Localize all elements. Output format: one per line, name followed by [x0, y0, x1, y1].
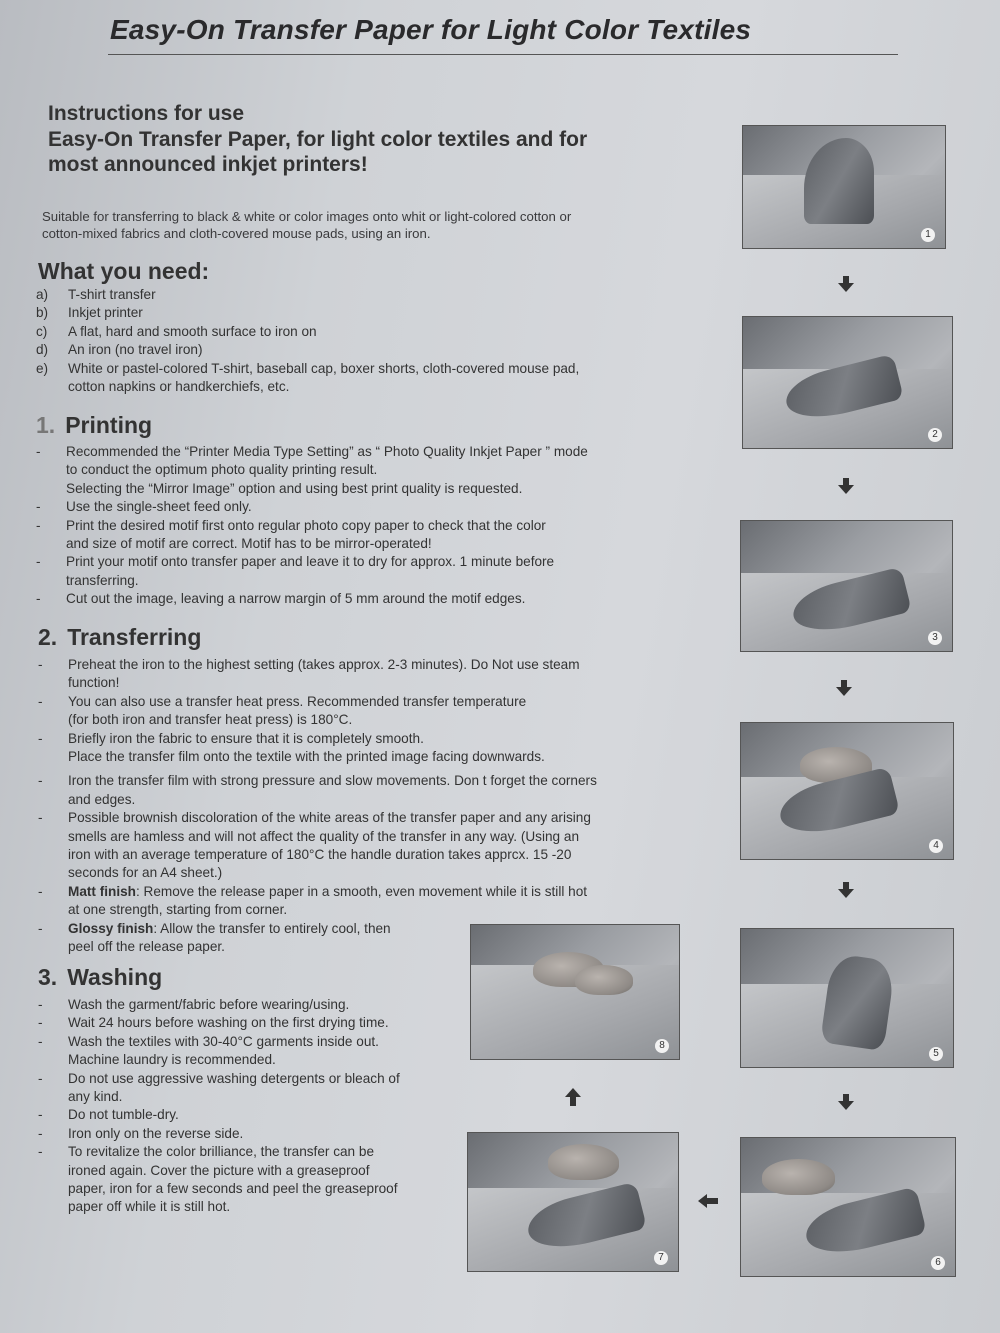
- section-title: Printing: [65, 412, 153, 438]
- list-marker: -: [38, 1070, 43, 1086]
- list-item-text: at one strength, starting from corner.: [68, 902, 288, 918]
- list-marker: -: [36, 444, 41, 459]
- list-marker: e): [36, 360, 49, 376]
- list-item-text: Wash the garment/fabric before wearing/using.: [68, 997, 350, 1012]
- list-marker: b): [36, 305, 49, 321]
- iron-shape: [804, 138, 875, 223]
- matt-finish-label: Matt finish: [68, 883, 136, 899]
- section-heading-printing: [36, 412, 152, 439]
- intro-heading-line: most announced inkjet printers!: [48, 153, 368, 176]
- intro-heading-line: Instructions for use: [48, 102, 245, 125]
- list-item-text: function!: [68, 675, 120, 691]
- step-number-badge: 6: [931, 1256, 945, 1270]
- list-marker: -: [38, 1015, 43, 1031]
- list-item: [38, 772, 718, 809]
- list-item-text: You can also use a transfer heat press. Recommended transfer temperature: [68, 693, 527, 709]
- section-heading-need: What you need:: [38, 258, 210, 284]
- list-item: [38, 883, 718, 920]
- list-item: [36, 341, 716, 359]
- list-marker: -: [38, 997, 43, 1012]
- step-photo-5: [740, 928, 954, 1068]
- step-number-badge: 4: [929, 839, 943, 853]
- list-item-text: smells are hamless and will not affect the quality of the transfer in any way. (Using an: [68, 828, 580, 844]
- list-item-text: (for both iron and transfer heat press) is 180°C.: [68, 712, 353, 728]
- list-marker: -: [36, 499, 41, 515]
- hand-shape: [548, 1144, 619, 1180]
- printing-list: [36, 443, 726, 609]
- intro-heading-line: Easy-On Transfer Paper, for light color textiles and for: [48, 127, 588, 151]
- list-item-text: ironed again. Cover the picture with a greaseproof: [68, 1162, 370, 1178]
- list-item-text: transferring.: [66, 572, 139, 588]
- washing-list: [38, 996, 468, 1217]
- step-photo-4: [740, 722, 954, 860]
- list-item-text: Wash the textiles with 30-40°C garments inside out.: [68, 1033, 379, 1049]
- list-marker: -: [38, 810, 43, 826]
- hand-shape: [575, 965, 633, 994]
- hand-shape: [762, 1159, 835, 1195]
- list-item: [38, 809, 718, 883]
- step-number-badge: 2: [928, 428, 942, 442]
- section-title: Washing: [67, 964, 163, 990]
- step-photo-3: [740, 520, 953, 652]
- list-item-text: Briefly iron the fabric to ensure that it is completely smooth.: [68, 730, 424, 746]
- step-number-badge: 7: [654, 1251, 668, 1265]
- section-number: 1.: [36, 412, 56, 438]
- list-item-text: An iron (no travel iron): [68, 342, 203, 358]
- list-marker: -: [36, 517, 41, 533]
- list-item-text: A flat, hard and smooth surface to iron on: [68, 323, 317, 339]
- list-item: [38, 1070, 468, 1107]
- list-item-text: [68, 883, 718, 901]
- list-item: [36, 304, 716, 322]
- list-marker: -: [38, 1144, 43, 1160]
- intro-heading: [48, 101, 587, 178]
- list-item: [38, 730, 718, 767]
- list-item-text: Wait 24 hours before washing on the first drying time.: [68, 1015, 389, 1031]
- list-item-text: Cut out the image, leaving a narrow margin of 5 mm around the motif edges.: [66, 591, 526, 607]
- list-item-text: seconds for an A4 sheet.): [68, 865, 223, 881]
- section-number: 3.: [38, 964, 58, 990]
- section-number: 2.: [38, 624, 58, 650]
- list-item-text: Use the single-sheet feed only.: [66, 499, 252, 515]
- list-item: [36, 443, 726, 498]
- step-number-badge: 8: [655, 1039, 669, 1053]
- intro-text: [42, 208, 571, 242]
- list-item-text: Place the transfer film onto the textile with the printed image facing downwards.: [68, 749, 545, 765]
- list-item: [38, 1143, 468, 1217]
- list-item-text: White or pastel-colored T-shirt, baseball cap, boxer shorts, cloth-covered mouse pad,: [68, 360, 580, 376]
- list-item: [38, 1033, 468, 1070]
- list-marker: -: [38, 920, 43, 936]
- list-marker: -: [38, 1125, 43, 1141]
- document-title: Easy-On Transfer Paper for Light Color Textiles: [110, 14, 752, 45]
- list-item-text: Print your motif onto transfer paper and leave it to dry for approx. 1 minute before: [66, 554, 555, 570]
- list-marker: -: [38, 1107, 43, 1123]
- list-item-text: to conduct the optimum photo quality printing result.: [66, 462, 378, 478]
- list-marker: -: [38, 883, 43, 899]
- intro-text-line: Suitable for transferring to black & white or color images onto whit or light-colored cotton or: [42, 209, 572, 224]
- iron-shape: [820, 953, 895, 1051]
- list-item: [36, 286, 716, 304]
- list-item-text: Iron the transfer film with strong pressure and slow movements. Don t forget the corners: [68, 773, 597, 789]
- list-item: [36, 323, 716, 341]
- step-photo-8: [470, 924, 680, 1060]
- list-marker: -: [38, 693, 43, 709]
- list-marker: -: [36, 591, 41, 607]
- list-item-text: Possible brownish discoloration of the white areas of the transfer paper and any arising: [68, 810, 591, 826]
- list-item-text-run: : Allow the transfer to entirely cool, then: [153, 920, 391, 936]
- list-item: [38, 693, 718, 730]
- list-marker: -: [38, 730, 43, 746]
- list-item: [38, 656, 718, 693]
- list-item-text: Selecting the “Mirror Image” option and using best print quality is requested.: [66, 480, 523, 496]
- list-item: [38, 1014, 468, 1032]
- list-item: [36, 360, 716, 397]
- intro-text-line: cotton-mixed fabrics and cloth-covered mouse pads, using an iron.: [42, 226, 431, 241]
- list-item-text: cotton napkins or handkerchiefs, etc.: [68, 379, 290, 395]
- step-number-badge: 5: [929, 1047, 943, 1061]
- step-number-badge: 3: [928, 631, 942, 645]
- list-item-text: Machine laundry is recommended.: [68, 1052, 276, 1068]
- list-item-text: To revitalize the color brilliance, the transfer can be: [68, 1144, 375, 1160]
- step-number-badge: 1: [921, 228, 935, 242]
- list-item: [36, 517, 726, 554]
- list-item-text: and size of motif are correct. Motif has to be mirror-operated!: [66, 536, 432, 552]
- glossy-finish-label: Glossy finish: [68, 920, 154, 936]
- list-item: [38, 1106, 468, 1124]
- step-photo-1: [742, 125, 946, 249]
- list-marker: -: [38, 1033, 43, 1049]
- list-item-text: Iron only on the reverse side.: [68, 1125, 244, 1141]
- title-underline: [108, 54, 898, 55]
- list-marker: -: [38, 657, 43, 672]
- step-photo-6: [740, 1137, 956, 1277]
- list-marker: -: [36, 554, 41, 570]
- list-item: [38, 996, 468, 1014]
- list-marker: -: [38, 773, 43, 789]
- list-item-text: Print the desired motif first onto regular photo copy paper to check that the color: [66, 517, 546, 533]
- list-item-text: and edges.: [68, 791, 136, 807]
- list-marker: c): [36, 323, 48, 339]
- step-photo-2: [742, 316, 953, 449]
- list-item: [36, 590, 726, 608]
- list-item-text: Recommended the “Printer Media Type Setting” as “ Photo Quality Inkjet Paper ” mode: [66, 444, 588, 459]
- list-item-text: Inkjet printer: [68, 305, 143, 321]
- list-item-text-run: : Remove the release paper in a smooth, even movement while it is still hot: [135, 883, 588, 899]
- list-item: [38, 1125, 468, 1143]
- list-item-text: iron with an average temperature of 180°C the handle duration takes apprcx. 15 -20: [68, 847, 572, 863]
- list-item-text: any kind.: [68, 1089, 123, 1105]
- list-item: [36, 498, 726, 516]
- section-title: Transferring: [67, 624, 202, 650]
- list-item-text: peel off the release paper.: [68, 939, 225, 955]
- list-marker: a): [36, 287, 49, 302]
- step-photo-7: [467, 1132, 679, 1272]
- list-item-text: paper, iron for a few seconds and peel the greaseproof: [68, 1181, 398, 1197]
- list-item-text: T-shirt transfer: [68, 287, 156, 302]
- list-marker: d): [36, 342, 49, 358]
- section-heading-washing: [38, 964, 162, 991]
- list-item: [36, 553, 726, 590]
- transferring-list: [38, 656, 718, 957]
- list-item-text: paper off while it is still hot.: [68, 1199, 231, 1215]
- section-heading-transferring: [38, 624, 201, 651]
- need-list: [36, 286, 716, 396]
- list-item-text: Do not use aggressive washing detergents or bleach of: [68, 1070, 400, 1086]
- list-item-text: Preheat the iron to the highest setting (takes approx. 2-3 minutes). Do Not use steam: [68, 657, 580, 672]
- list-item-text: Do not tumble-dry.: [68, 1107, 179, 1123]
